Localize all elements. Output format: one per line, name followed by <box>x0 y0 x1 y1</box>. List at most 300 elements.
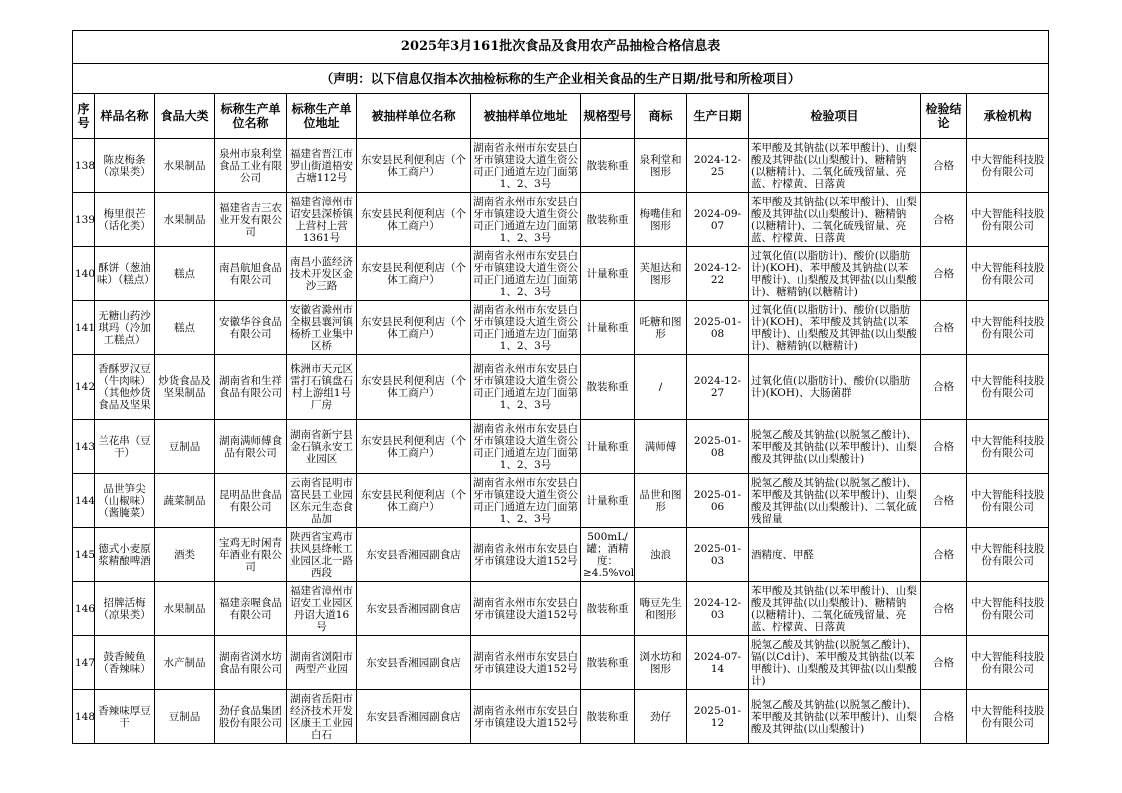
cell-sampled-address-text: 湖南省永州市东安县白牙市镇建设大道152号 <box>473 542 578 567</box>
cell-test-items-text: 过氧化值(以脂肪计)、酸价(以脂肪计)(KOH)、大肠菌群 <box>751 375 911 399</box>
cell-conclusion <box>921 474 967 528</box>
cell-sampled-address-text: 湖南省永州市东安县白牙市镇建设大道生资公司正门通道左边门面第1、2、3号 <box>473 141 578 190</box>
cell-test-items-text: 苯甲酸及其钠盐(以苯甲酸计)、山梨酸及其钾盐(以山梨酸计)、糖精钠(以糖精计)、二氧化硫残留量、亮蓝、柠檬黄、日落黄 <box>751 195 917 244</box>
cell-spec <box>581 301 635 355</box>
cell-sampled-unit-text: 东安县香湘园副食店 <box>366 710 461 723</box>
cell-conclusion <box>921 355 967 420</box>
cell-sampled-address <box>471 355 581 420</box>
cell-producer-address <box>287 636 357 690</box>
cell-lab <box>967 474 1049 528</box>
cell-conclusion <box>921 690 967 744</box>
cell-category <box>155 690 215 744</box>
header-cell: 生产日期 <box>687 94 749 139</box>
cell-category-text: 糕点 <box>174 267 195 280</box>
cell-production-date-text: 2025-01-08 <box>693 434 742 459</box>
cell-lab <box>967 301 1049 355</box>
cell-conclusion <box>921 139 967 193</box>
cell-sampled-unit <box>357 420 471 474</box>
cell-production-date <box>687 636 749 690</box>
cell-spec <box>581 139 635 193</box>
cell-sample-name-text: 香辣味厚豆干 <box>98 704 151 729</box>
cell-sample-name <box>95 420 155 474</box>
cell-seq-text: 145 <box>75 548 96 561</box>
cell-producer-name-text: 宝鸡无时闲青年酒业有限公司 <box>219 536 282 573</box>
cell-category <box>155 582 215 636</box>
table-title: 2025年3月161批次食品及食用农产品抽检合格信息表 <box>73 31 1049 64</box>
cell-producer-name <box>215 474 287 528</box>
table-row <box>73 193 1049 247</box>
cell-conclusion-text: 合格 <box>933 213 954 226</box>
cell-producer-name <box>215 247 287 301</box>
table-row <box>73 420 1049 474</box>
cell-lab-text: 中大智能科技股份有限公司 <box>970 704 1045 729</box>
cell-conclusion <box>921 420 967 474</box>
cell-producer-address-text: 福建省晋江市罗山街道梧安古塘112号 <box>290 147 353 184</box>
cell-sampled-unit <box>357 139 471 193</box>
inspection-table <box>72 30 1049 744</box>
cell-spec <box>581 636 635 690</box>
cell-conclusion-text: 合格 <box>933 267 954 280</box>
cell-category <box>155 528 215 582</box>
cell-brand-text: 品世和图形 <box>639 488 682 513</box>
cell-conclusion-text: 合格 <box>933 494 954 507</box>
cell-category <box>155 247 215 301</box>
cell-sample-name-text: 无糖山药沙琪玛（冷加工糕点） <box>98 309 151 346</box>
cell-conclusion-text: 合格 <box>933 381 954 393</box>
cell-lab-text: 中大智能科技股份有限公司 <box>970 596 1045 621</box>
cell-sampled-address <box>471 636 581 690</box>
table-row <box>73 636 1049 690</box>
header-cell: 规格型号 <box>581 94 635 139</box>
cell-sample-name-text: 酥饼（葱油味）（糕点） <box>97 261 155 286</box>
header-cell: 商标 <box>635 94 687 139</box>
cell-producer-name <box>215 355 287 420</box>
cell-producer-address <box>287 690 357 744</box>
cell-sampled-address <box>471 139 581 193</box>
cell-conclusion <box>921 582 967 636</box>
cell-sampled-unit-text: 东安县民利便利店（个体工商户） <box>361 153 466 178</box>
cell-lab <box>967 636 1049 690</box>
cell-lab-text: 中大智能科技股份有限公司 <box>970 207 1045 232</box>
cell-producer-name-text: 湖南满师傅食品有限公司 <box>219 434 282 459</box>
cell-spec-text: 散装称重 <box>586 602 629 615</box>
inspection-sheet <box>72 30 1048 744</box>
cell-lab <box>967 528 1049 582</box>
cell-lab <box>967 690 1049 744</box>
cell-producer-address-text: 湖南省新宁县金石镇永安工业园区 <box>290 428 353 465</box>
cell-sampled-unit <box>357 474 471 528</box>
cell-brand <box>635 420 687 474</box>
cell-seq-text: 146 <box>75 602 96 615</box>
cell-producer-name-text: 福建省吉三农业开发有限公司 <box>219 201 282 238</box>
cell-producer-name <box>215 139 287 193</box>
cell-sampled-unit-text: 东安县民利便利店（个体工商户） <box>361 261 466 286</box>
cell-production-date <box>687 355 749 420</box>
cell-producer-address <box>287 193 357 247</box>
header-cell: 检验项目 <box>749 94 921 139</box>
cell-sample-name <box>95 690 155 744</box>
cell-brand <box>635 474 687 528</box>
cell-brand-text: 芙旭达和图形 <box>639 261 682 286</box>
cell-producer-name-text: 福建亲喔食品有限公司 <box>219 596 282 621</box>
cell-producer-address <box>287 582 357 636</box>
cell-spec-text: 计量称重 <box>586 494 629 507</box>
cell-brand-text: 劲仔 <box>650 710 671 723</box>
cell-producer-name <box>215 193 287 247</box>
cell-category <box>155 301 215 355</box>
cell-sample-name-text: 梅里很芒（话化类） <box>98 207 151 232</box>
cell-seq-text: 147 <box>75 656 96 669</box>
header-cell: 检验结论 <box>921 94 967 139</box>
cell-producer-address-text: 云南省昆明市富民县工业园区东元生态食品加 <box>290 476 353 525</box>
cell-spec <box>581 193 635 247</box>
cell-test-items-text: 脱氢乙酸及其钠盐(以脱氢乙酸计)、苯甲酸及其钠盐(以苯甲酸计)、山梨酸及其钾盐(以山梨酸计)、二氧化硫残留量 <box>751 476 917 525</box>
cell-seq <box>73 690 95 744</box>
cell-sampled-address <box>471 474 581 528</box>
cell-producer-name-text: 泉州市泉利堂食品工业有限公司 <box>219 147 282 184</box>
cell-lab-text: 中大智能科技股份有限公司 <box>970 650 1045 675</box>
cell-category-text: 蔬菜制品 <box>163 494 206 507</box>
cell-brand <box>635 301 687 355</box>
cell-sampled-address <box>471 420 581 474</box>
cell-test-items <box>749 420 921 474</box>
cell-sampled-unit-text: 东安县民利便利店（个体工商户） <box>361 315 466 340</box>
cell-category <box>155 139 215 193</box>
cell-seq <box>73 528 95 582</box>
cell-seq-text: 144 <box>75 494 96 507</box>
cell-sampled-unit <box>357 193 471 247</box>
cell-brand <box>635 247 687 301</box>
cell-production-date <box>687 139 749 193</box>
cell-seq <box>73 420 95 474</box>
cell-producer-address-text: 湖南省浏阳市两型产业园 <box>290 650 353 675</box>
cell-spec-text: 500mL/罐；酒精度：≥4.5%vol <box>583 530 635 579</box>
header-cell: 被抽样单位地址 <box>471 94 581 139</box>
cell-seq <box>73 301 95 355</box>
cell-category-text: 糕点 <box>174 321 195 334</box>
cell-brand-text: 梅嘴佳和图形 <box>639 207 682 232</box>
header-cell: 序号 <box>73 94 95 139</box>
cell-producer-address <box>287 139 357 193</box>
cell-producer-name <box>215 420 287 474</box>
cell-producer-name-text: 昆明品世食品有限公司 <box>219 488 282 513</box>
cell-conclusion-text: 合格 <box>933 321 954 334</box>
cell-seq <box>73 636 95 690</box>
cell-sampled-address-text: 湖南省永州市东安县白牙市镇建设大道生资公司正门通道左边门面第1、2、3号 <box>473 476 578 525</box>
cell-lab <box>967 420 1049 474</box>
cell-test-items-text: 脱氢乙酸及其钠盐(以脱氢乙酸计)、苯甲酸及其钠盐(以苯甲酸计)、山梨酸及其钾盐(以山梨酸计) <box>751 428 917 465</box>
cell-brand <box>635 139 687 193</box>
cell-seq-text: 148 <box>75 710 96 723</box>
cell-producer-address-text: 南昌小蓝经济技术开发区金沙三路 <box>290 255 353 292</box>
cell-seq <box>73 355 95 420</box>
cell-conclusion <box>921 247 967 301</box>
cell-sampled-address <box>471 528 581 582</box>
cell-production-date <box>687 528 749 582</box>
cell-seq-text: 139 <box>75 213 96 226</box>
cell-test-items <box>749 582 921 636</box>
cell-spec-text: 散装称重 <box>586 159 629 172</box>
cell-test-items <box>749 193 921 247</box>
cell-brand-text: 浊浪 <box>650 548 671 561</box>
cell-production-date-text: 2025-01-03 <box>693 542 742 567</box>
cell-sampled-address-text: 湖南省永州市东安县白牙市镇建设大道152号 <box>473 596 578 621</box>
cell-sampled-unit <box>357 636 471 690</box>
cell-sample-name-text: 品世笋尖（山椒味）（酱腌菜） <box>98 482 151 519</box>
cell-spec <box>581 474 635 528</box>
cell-producer-name-text: 安徽华谷食品有限公司 <box>219 315 282 340</box>
cell-sample-name <box>95 582 155 636</box>
cell-seq <box>73 582 95 636</box>
cell-production-date-text: 2024-12-27 <box>693 375 742 399</box>
cell-sample-name-text: 招牌活梅（凉果类） <box>98 596 151 621</box>
cell-sample-name-text: 香酥罗汉豆（牛肉味）（其他炒货食品及坚果 <box>98 363 151 411</box>
table-row <box>73 690 1049 744</box>
cell-test-items-text: 酒精度、甲醛 <box>751 548 814 561</box>
cell-category-text: 水果制品 <box>163 213 206 226</box>
cell-seq-text: 140 <box>75 267 96 280</box>
cell-lab-text: 中大智能科技股份有限公司 <box>970 315 1045 340</box>
cell-brand <box>635 582 687 636</box>
table-row <box>73 247 1049 301</box>
cell-producer-address <box>287 420 357 474</box>
cell-conclusion-text: 合格 <box>933 440 954 453</box>
cell-sampled-unit-text: 东安县香湘园副食店 <box>366 656 461 669</box>
cell-production-date-text: 2024-12-25 <box>693 153 742 178</box>
cell-brand <box>635 355 687 420</box>
cell-sample-name <box>95 193 155 247</box>
cell-sample-name <box>95 301 155 355</box>
cell-lab <box>967 355 1049 420</box>
cell-test-items-text: 苯甲酸及其钠盐(以苯甲酸计)、山梨酸及其钾盐(以山梨酸计)、糖精钠(以糖精计)、二氧化硫残留量、亮蓝、柠檬黄、日落黄 <box>751 141 917 190</box>
cell-producer-address-text: 安徽省滁州市全椒县襄河镇杨桥工业集中区桥 <box>290 303 353 352</box>
cell-sampled-unit-text: 东安县民利便利店（个体工商户） <box>361 488 466 513</box>
cell-sampled-unit-text: 东安县民利便利店（个体工商户） <box>361 434 466 459</box>
cell-production-date-text: 2025-01-06 <box>693 488 742 513</box>
cell-sample-name <box>95 528 155 582</box>
cell-test-items-text: 过氧化值(以脂肪计)、酸价(以脂肪计)(KOH)、苯甲酸及其钠盐(以苯甲酸计)、山梨酸及其钾盐(以山梨酸计)、糖精钠(以糖精计) <box>751 303 917 352</box>
cell-producer-address <box>287 474 357 528</box>
cell-brand-text: 浏水坊和图形 <box>639 650 682 675</box>
cell-conclusion-text: 合格 <box>933 602 954 615</box>
cell-category-text: 酒类 <box>174 548 195 561</box>
cell-lab-text: 中大智能科技股份有限公司 <box>970 542 1045 567</box>
cell-spec <box>581 247 635 301</box>
cell-production-date <box>687 193 749 247</box>
table-row <box>73 139 1049 193</box>
cell-production-date <box>687 247 749 301</box>
cell-test-items <box>749 301 921 355</box>
cell-brand <box>635 690 687 744</box>
cell-sample-name-text: 德式小麦原浆精酿啤酒 <box>98 542 151 567</box>
cell-producer-address <box>287 355 357 420</box>
cell-sample-name-text: 陈皮梅条（凉果类） <box>98 153 151 178</box>
cell-production-date-text: 2025-01-08 <box>693 315 742 340</box>
cell-test-items <box>749 474 921 528</box>
cell-spec-text: 计量称重 <box>586 440 629 453</box>
cell-lab-text: 中大智能科技股份有限公司 <box>970 434 1045 459</box>
cell-seq-text: 143 <box>75 440 96 453</box>
cell-spec <box>581 582 635 636</box>
header-cell: 承检机构 <box>967 94 1049 139</box>
cell-sampled-address <box>471 247 581 301</box>
cell-test-items-text: 苯甲酸及其钠盐(以苯甲酸计)、山梨酸及其钾盐(以山梨酸计)、糖精钠(以糖精计)、二氧化硫残留量、亮蓝、柠檬黄、日落黄 <box>751 584 917 633</box>
cell-sampled-address <box>471 690 581 744</box>
cell-production-date <box>687 690 749 744</box>
cell-producer-name-text: 湖南省浏水坊食品有限公司 <box>219 650 282 675</box>
cell-spec <box>581 528 635 582</box>
cell-producer-address-text: 福建省漳州市诏安工业园区丹诏大道16号 <box>290 584 353 633</box>
cell-sample-name <box>95 247 155 301</box>
cell-sampled-address <box>471 582 581 636</box>
cell-sampled-address <box>471 301 581 355</box>
header-cell: 被抽样单位名称 <box>357 94 471 139</box>
cell-production-date <box>687 474 749 528</box>
cell-brand <box>635 636 687 690</box>
cell-category <box>155 355 215 420</box>
cell-sampled-address-text: 湖南省永州市东安县白牙市镇建设大道生资公司正门通道左边门面第1、2、3号 <box>473 249 578 298</box>
cell-producer-name <box>215 690 287 744</box>
cell-spec-text: 计量称重 <box>586 321 629 334</box>
cell-category <box>155 636 215 690</box>
cell-brand-text: 嗨豆先生和图形 <box>639 596 682 621</box>
cell-production-date <box>687 301 749 355</box>
cell-sample-name <box>95 355 155 420</box>
cell-sample-name <box>95 139 155 193</box>
cell-lab <box>967 582 1049 636</box>
table-row <box>73 582 1049 636</box>
cell-sampled-address-text: 湖南省永州市东安县白牙市镇建设大道生资公司正门通道左边门面第1、2、3号 <box>473 303 578 352</box>
cell-test-items <box>749 528 921 582</box>
cell-sampled-unit-text: 东安县民利便利店（个体工商户） <box>361 375 466 399</box>
cell-category-text: 豆制品 <box>168 710 201 723</box>
cell-sample-name-text: 兰花串（豆干） <box>98 434 151 459</box>
cell-sampled-unit <box>357 528 471 582</box>
cell-sampled-unit <box>357 355 471 420</box>
cell-sample-name-text: 鼓香鲮鱼（香辣味） <box>98 650 151 675</box>
cell-producer-address-text: 陕西省宝鸡市扶风县绛帐工业园区北一路西段 <box>290 530 353 579</box>
cell-category-text: 豆制品 <box>168 440 201 453</box>
table-note: （声明：以下信息仅指本次抽检标称的生产企业相关食品的生产日期/批号和所检项目） <box>73 64 1049 94</box>
cell-category-text: 水产制品 <box>163 656 206 669</box>
cell-conclusion <box>921 301 967 355</box>
cell-category <box>155 474 215 528</box>
header-cell: 样品名称 <box>95 94 155 139</box>
cell-category <box>155 193 215 247</box>
cell-seq-text: 138 <box>75 159 96 172</box>
cell-seq-text: 142 <box>75 381 96 393</box>
table-row <box>73 474 1049 528</box>
cell-brand-text: 吒糖和图形 <box>639 315 682 340</box>
cell-brand-text: 满师傅 <box>644 440 677 453</box>
cell-production-date-text: 2024-12-22 <box>693 261 742 286</box>
cell-producer-address <box>287 301 357 355</box>
cell-sampled-unit <box>357 582 471 636</box>
cell-spec <box>581 420 635 474</box>
cell-conclusion-text: 合格 <box>933 710 954 723</box>
cell-spec <box>581 690 635 744</box>
cell-sampled-address-text: 湖南省永州市东安县白牙市镇建设大道152号 <box>473 704 578 729</box>
cell-spec-text: 散装称重 <box>586 381 629 393</box>
cell-producer-name-text: 南昌航旭食品有限公司 <box>219 261 282 286</box>
header-cell: 食品大类 <box>155 94 215 139</box>
cell-spec-text: 计量称重 <box>586 267 629 280</box>
cell-producer-name <box>215 301 287 355</box>
cell-lab <box>967 139 1049 193</box>
cell-category-text: 水果制品 <box>163 159 206 172</box>
cell-test-items <box>749 139 921 193</box>
cell-conclusion <box>921 193 967 247</box>
table-row <box>73 355 1049 420</box>
cell-category <box>155 420 215 474</box>
cell-producer-address-text: 福建省漳州市诏安县深桥镇上营村上营1361号 <box>290 195 353 244</box>
cell-lab <box>967 193 1049 247</box>
cell-lab-text: 中大智能科技股份有限公司 <box>970 375 1045 399</box>
cell-production-date-text: 2024-09-07 <box>693 207 742 232</box>
cell-test-items <box>749 690 921 744</box>
cell-producer-name <box>215 582 287 636</box>
cell-conclusion <box>921 528 967 582</box>
cell-producer-name-text: 湖南省和生祥食品有限公司 <box>219 375 282 399</box>
cell-sampled-address <box>471 193 581 247</box>
cell-production-date-text: 2024-12-03 <box>693 596 742 621</box>
cell-seq <box>73 139 95 193</box>
cell-producer-address-text: 株洲市天元区雷打石镇盘石村上游组1号厂房 <box>290 363 353 411</box>
cell-producer-address-text: 湖南省岳阳市经济技术开发区康王工业园白石 <box>290 692 353 741</box>
cell-spec-text: 散装称重 <box>586 656 629 669</box>
cell-producer-name <box>215 528 287 582</box>
cell-sampled-address-text: 湖南省永州市东安县白牙市镇建设大道生资公司正门通道左边门面第1、2、3号 <box>473 422 578 471</box>
cell-conclusion-text: 合格 <box>933 656 954 669</box>
header-row <box>73 94 1049 139</box>
cell-lab-text: 中大智能科技股份有限公司 <box>970 488 1045 513</box>
cell-brand <box>635 528 687 582</box>
cell-brand-text: 泉利堂和图形 <box>639 153 682 178</box>
cell-seq <box>73 193 95 247</box>
cell-producer-name <box>215 636 287 690</box>
cell-spec-text: 散装称重 <box>586 710 629 723</box>
cell-spec-text: 散装称重 <box>586 213 629 226</box>
cell-brand-text: / <box>658 381 663 393</box>
cell-conclusion-text: 合格 <box>933 548 954 561</box>
cell-test-items <box>749 247 921 301</box>
cell-sample-name <box>95 636 155 690</box>
cell-test-items <box>749 636 921 690</box>
cell-sampled-unit-text: 东安县香湘园副食店 <box>366 548 461 561</box>
cell-sampled-address-text: 湖南省永州市东安县白牙市镇建设大道152号 <box>473 650 578 675</box>
cell-category-text: 水果制品 <box>163 602 206 615</box>
cell-sample-name <box>95 474 155 528</box>
table-row <box>73 301 1049 355</box>
cell-sampled-unit <box>357 301 471 355</box>
table-row <box>73 528 1049 582</box>
cell-category-text: 炒货食品及坚果制品 <box>158 375 211 399</box>
cell-brand <box>635 193 687 247</box>
cell-sampled-unit <box>357 247 471 301</box>
table-body <box>73 139 1049 744</box>
cell-production-date-text: 2024-07-14 <box>693 650 742 675</box>
cell-sampled-unit <box>357 690 471 744</box>
cell-test-items <box>749 355 921 420</box>
cell-seq <box>73 474 95 528</box>
cell-producer-name-text: 劲仔食品集团股份有限公司 <box>219 704 282 729</box>
cell-seq-text: 141 <box>75 321 96 334</box>
cell-lab <box>967 247 1049 301</box>
cell-test-items-text: 脱氢乙酸及其钠盐(以脱氢乙酸计)、苯甲酸及其钠盐(以苯甲酸计)、山梨酸及其钾盐(以山梨酸计) <box>751 698 917 735</box>
cell-test-items-text: 脱氢乙酸及其钠盐(以脱氢乙酸计)、镉(以Cd计)、苯甲酸及其钠盐(以苯甲酸计)、山梨酸及其钾盐(以山梨酸计) <box>751 638 917 687</box>
cell-production-date <box>687 420 749 474</box>
header-cell: 标称生产单位地址 <box>287 94 357 139</box>
